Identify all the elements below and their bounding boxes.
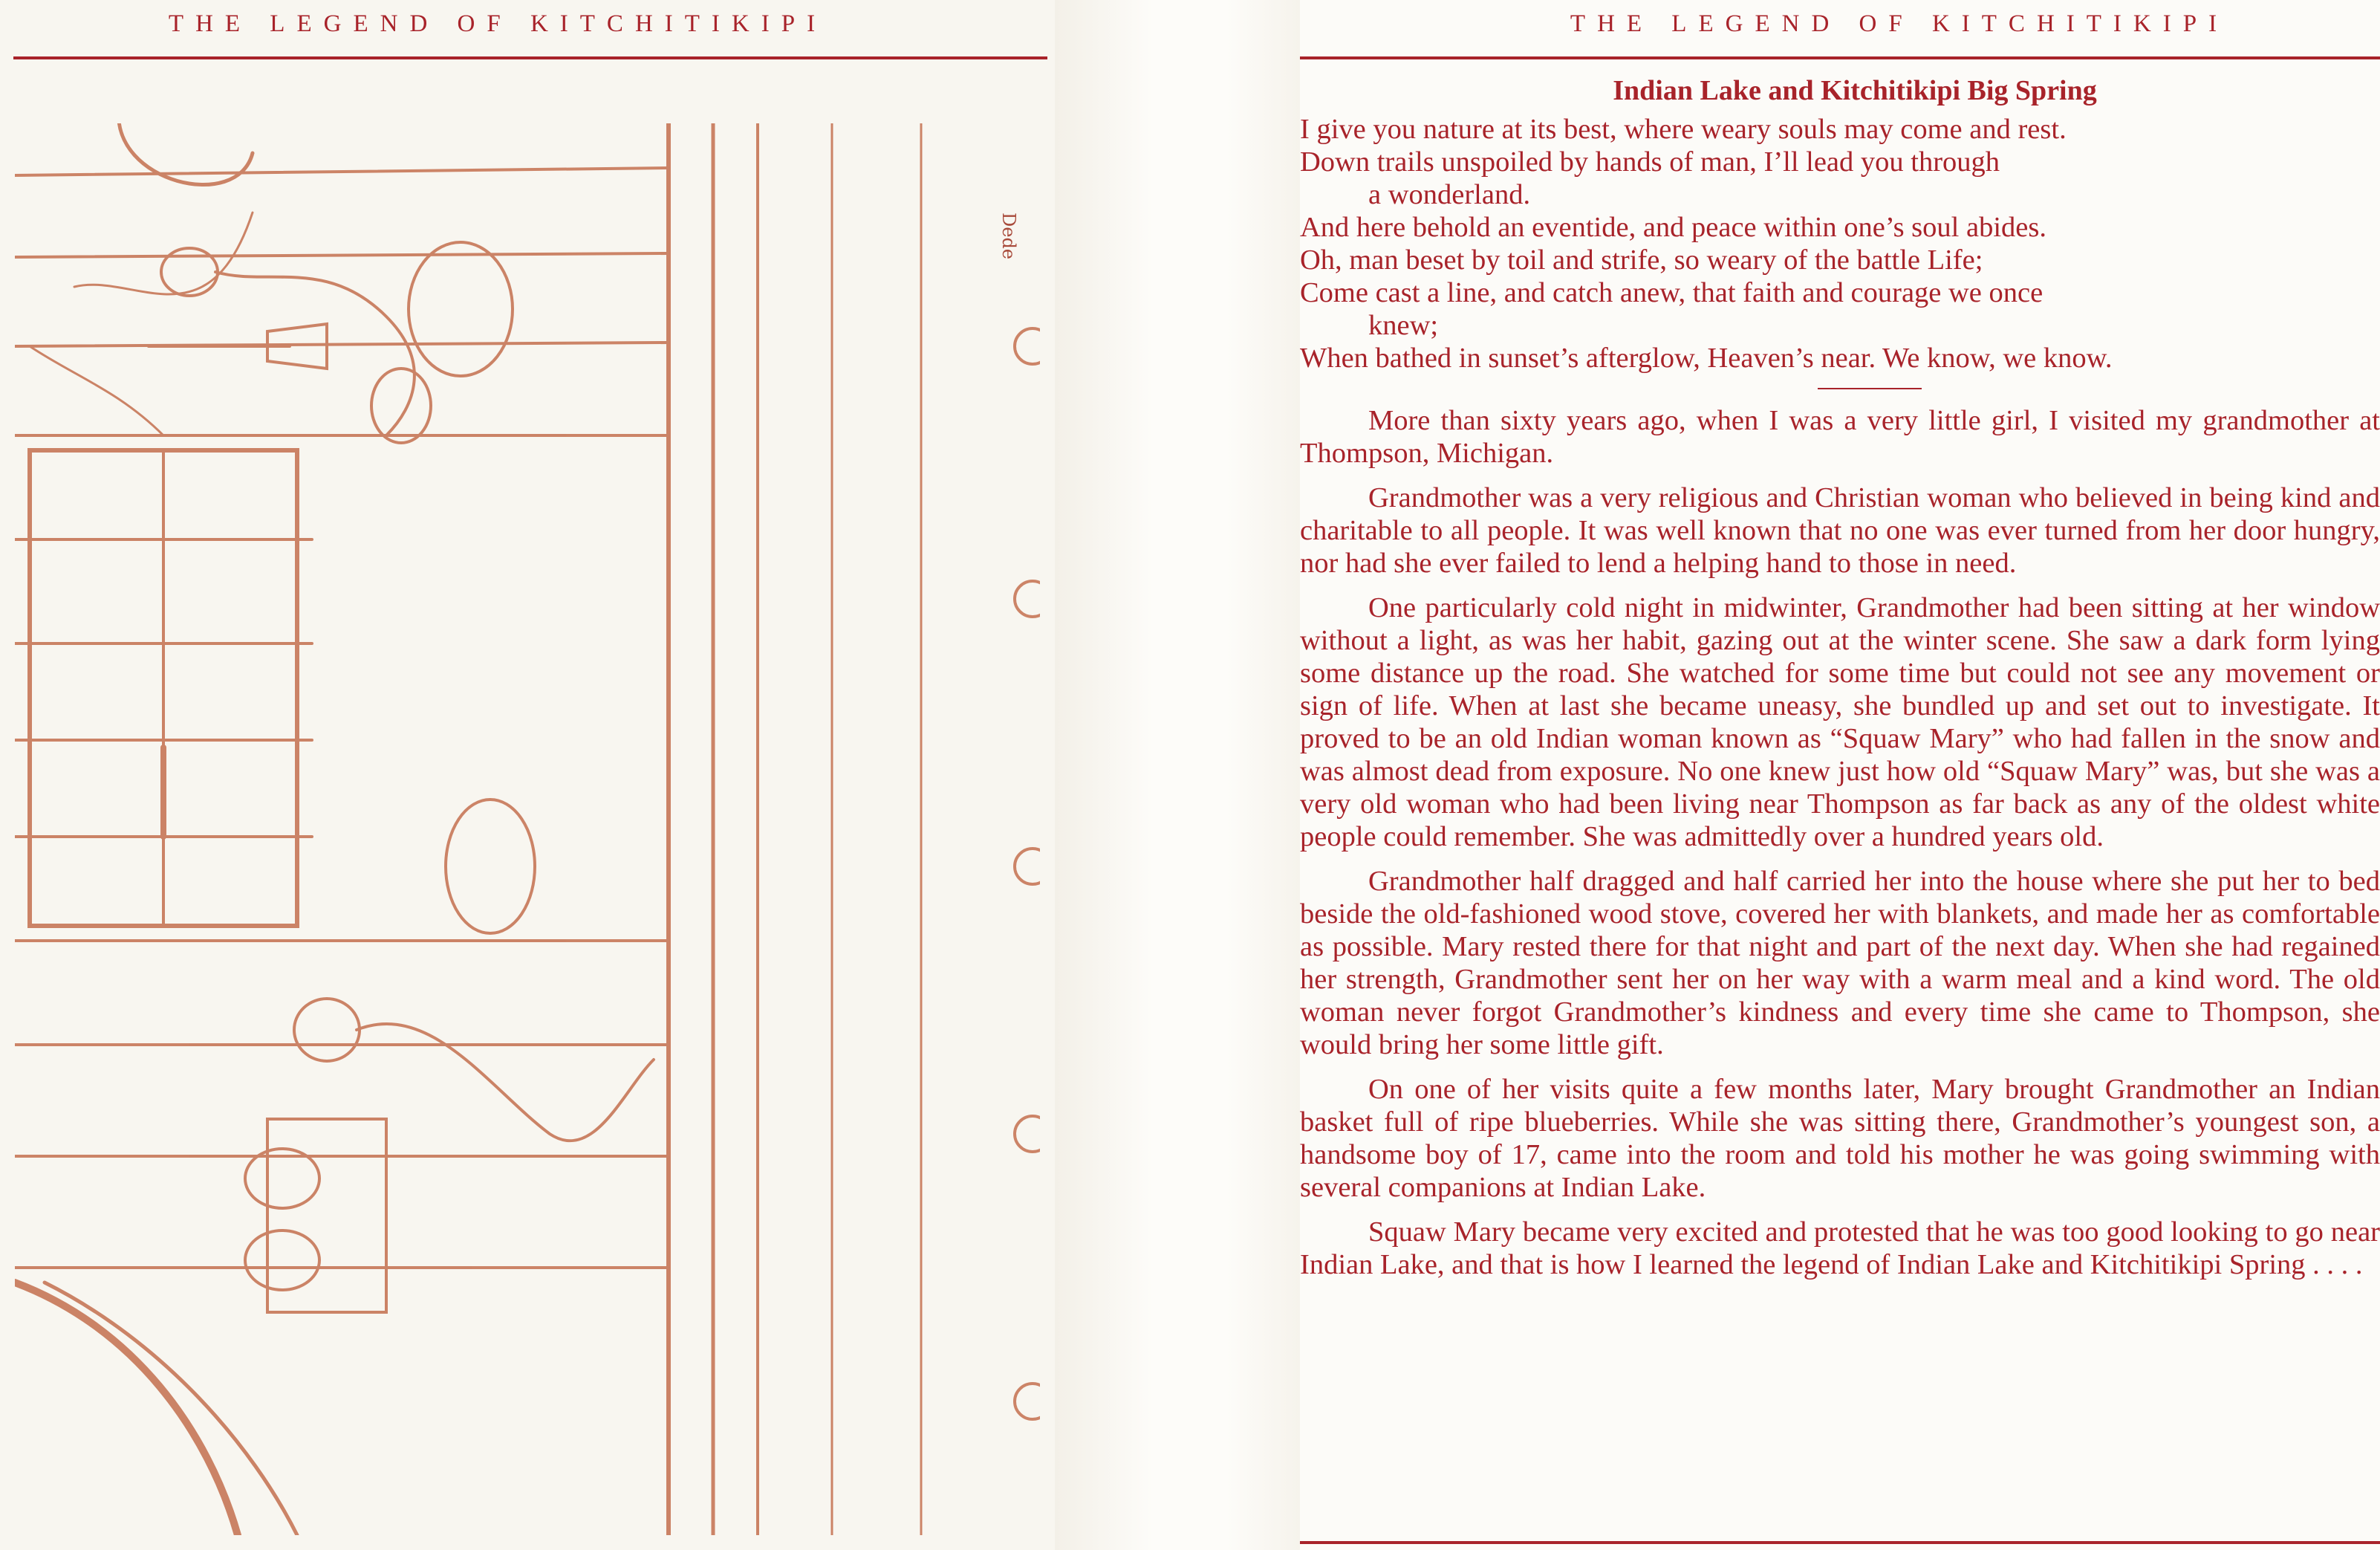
poem-line: knew;	[1368, 310, 1439, 341]
illustration-signature: Dede	[998, 213, 1019, 260]
footer-rule	[1300, 1541, 2380, 1544]
story-paragraph: Grandmother was a very religious and Christian woman who believed in being kind and charitable to all people. It was well known that no one was ever turned from her door hungry, nor had she ever failed to lend a helping hand to those in need.	[1300, 482, 2380, 579]
poem-title: Indian Lake and Kitchitikipi Big Spring	[1613, 75, 2097, 106]
poem-line: Oh, man beset by toil and strife, so weary of the battle Life;	[1300, 244, 1983, 276]
right-page	[1300, 0, 2380, 1550]
sketch-illustration	[15, 123, 1040, 1535]
poem-line: When bathed in sunset’s afterglow, Heaven’s near. We know, we know.	[1300, 343, 2113, 374]
poem	[1300, 113, 2380, 374]
section-divider	[1818, 388, 1922, 389]
story-paragraph: One particularly cold night in midwinter, Grandmother had been sitting at her window without a light, as was her habit, gazing out at the winter scene. She saw a dark form lying some distance up the road. She watched for some time but could not see any movement or sign of life. When at last she became uneasy, she bundled up and set out to investigate. It proved to be an old Indian woman known as “Squaw Mary” who had fallen in the snow and was almost dead from exposure. No one knew just how old “Squaw Mary” was, but she was a very old woman who had been living near Thompson as far back as any of the oldest white people could remember. She was admittedly over a hundred years old.	[1300, 592, 2380, 852]
poem-line: a wonderland.	[1368, 179, 1531, 210]
poem-line: Come cast a line, and catch anew, that faith and courage we once	[1300, 277, 2044, 308]
story-paragraph: More than sixty years ago, when I was a very little girl, I visited my grandmother at Thompson, Michigan.	[1300, 405, 2380, 469]
left-page	[0, 0, 1055, 1550]
story-paragraph: On one of her visits quite a few months later, Mary brought Grandmother an Indian basket full of ripe blueberries. While she was sitting there, Grandmother’s youngest son, a handsome boy of 17, came into the room and told his mother he was going swimming with several companions at Indian Lake.	[1300, 1074, 2380, 1203]
book-gutter	[1055, 0, 1300, 1550]
story-text	[1300, 404, 2380, 1281]
header-rule-left	[13, 56, 1047, 59]
page-text	[1300, 74, 2380, 1293]
poem-line: And here behold an eventide, and peace within one’s soul abides.	[1300, 212, 2046, 243]
poem-line: I give you nature at its best, where weary souls may come and rest.	[1300, 114, 2067, 145]
poem-line: Down trails unspoiled by hands of man, I’ll lead you through	[1300, 146, 2000, 178]
story-paragraph: Grandmother half dragged and half carried her into the house where she put her to bed beside the old-fashioned wood stove, covered her with blankets, and made her as comfortable as possible. Mary rested there for that night and part of the next day. When she had regained her strength, Grandmother sent her on her way with a warm meal and a kind word. The old woman never forgot Grandmother’s kindness and every time she came to Thompson, she would bring her some little gift.	[1300, 866, 2380, 1060]
running-head-left: THE LEGEND OF KITCHITIKIPI	[168, 10, 828, 37]
running-head-right: THE LEGEND OF KITCHITIKIPI	[1570, 10, 2229, 37]
story-paragraph: Squaw Mary became very excited and protested that he was too good looking to go near Indian Lake, and that is how I learned the legend of Indian Lake and Kitchitikipi Spring . . . .	[1300, 1216, 2380, 1280]
header-rule-right	[1300, 56, 2380, 59]
